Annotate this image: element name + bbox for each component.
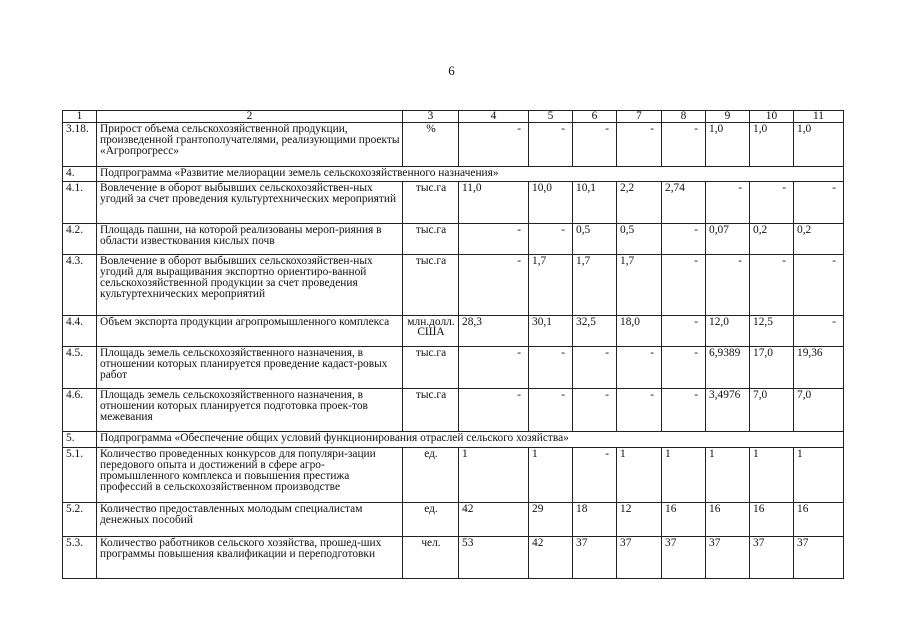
indicator-name: Площадь земель сельскохозяйственного назначения, в отношении которых планируется проведение кадаст-ровых работ — [97, 347, 403, 389]
value-cell: 16 — [750, 503, 794, 537]
value-cell: 37 — [662, 537, 706, 579]
value-cell: 1 — [794, 448, 844, 503]
value-cell: - — [459, 347, 529, 389]
value-cell: 10,0 — [529, 182, 573, 224]
value-cell: 0,2 — [750, 224, 794, 255]
value-cell: 1 — [617, 448, 662, 503]
value-cell: - — [662, 347, 706, 389]
indicator-name: Прирост объема сельскохозяйственной продукции, произведенной грантополучателями, реализующими проекты «Агропрогресс» — [97, 123, 403, 167]
unit-of-measure: тыс.га — [403, 224, 459, 255]
value-cell: 17,0 — [750, 347, 794, 389]
value-cell: 1,7 — [529, 255, 573, 316]
value-cell: - — [529, 123, 573, 167]
value-cell: 2,74 — [662, 182, 706, 224]
table-row — [63, 503, 844, 537]
value-cell: 12 — [617, 503, 662, 537]
value-cell: 1 — [750, 448, 794, 503]
row-number: 4.3. — [63, 255, 97, 316]
unit-of-measure: чел. — [403, 537, 459, 579]
value-cell: 1 — [529, 448, 573, 503]
column-number: 6 — [573, 111, 617, 123]
row-number: 3.18. — [63, 123, 97, 167]
indicator-name: Количество проведенных конкурсов для популяри-зации передового опыта и достижений в сфере агро-промышленного комплекса и повышения престижа профессий в сельскохозяйственном производстве — [97, 448, 403, 503]
table-row — [63, 537, 844, 579]
value-cell: 32,5 — [573, 316, 617, 347]
column-number: 11 — [794, 111, 844, 123]
value-cell: - — [794, 316, 844, 347]
value-cell: - — [794, 255, 844, 316]
table-body — [63, 111, 844, 579]
column-number: 1 — [63, 111, 97, 123]
column-number: 9 — [706, 111, 750, 123]
table-row — [63, 316, 844, 347]
value-cell: - — [459, 224, 529, 255]
table-row — [63, 448, 844, 503]
value-cell: - — [529, 224, 573, 255]
indicator-name: Вовлечение в оборот выбывших сельскохозяйствен-ных угодий за счет проведения культуртехнических мероприятий — [97, 182, 403, 224]
table-row — [63, 224, 844, 255]
value-cell: 42 — [529, 537, 573, 579]
value-cell: - — [662, 123, 706, 167]
value-cell: - — [706, 182, 750, 224]
row-number: 5.3. — [63, 537, 97, 579]
value-cell: 42 — [459, 503, 529, 537]
value-cell: 10,1 — [573, 182, 617, 224]
value-cell: 12,5 — [750, 316, 794, 347]
table-row — [63, 255, 844, 316]
value-cell: 29 — [529, 503, 573, 537]
value-cell: - — [529, 347, 573, 389]
column-number: 8 — [662, 111, 706, 123]
section-title: Подпрограмма «Обеспечение общих условий функционирования отраслей сельского хозяйства» — [97, 432, 844, 448]
value-cell: 7,0 — [794, 389, 844, 432]
table-row — [63, 389, 844, 432]
value-cell: 37 — [750, 537, 794, 579]
value-cell: 6,9389 — [706, 347, 750, 389]
value-cell: 37 — [706, 537, 750, 579]
value-cell: - — [617, 389, 662, 432]
section-row — [63, 432, 844, 448]
value-cell: - — [706, 255, 750, 316]
indicator-name: Количество предоставленных молодым специалистам денежных пособий — [97, 503, 403, 537]
value-cell: 18 — [573, 503, 617, 537]
table-row — [63, 347, 844, 389]
value-cell: 53 — [459, 537, 529, 579]
unit-of-measure: тыс.га — [403, 255, 459, 316]
value-cell: 11,0 — [459, 182, 529, 224]
indicator-name: Площадь земель сельскохозяйственного назначения, в отношении которых планируется подготовка проек-тов межевания — [97, 389, 403, 432]
value-cell: - — [662, 389, 706, 432]
unit-of-measure: тыс.га — [403, 347, 459, 389]
page-number: 6 — [448, 63, 455, 78]
indicator-table — [62, 110, 844, 579]
value-cell: 2,2 — [617, 182, 662, 224]
value-cell: - — [573, 347, 617, 389]
section-row — [63, 167, 844, 182]
value-cell: 28,3 — [459, 316, 529, 347]
section-title: Подпрограмма «Развитие мелиорации земель сельскохозяйственного назначения» — [97, 167, 844, 182]
value-cell: 1 — [662, 448, 706, 503]
value-cell: 0,07 — [706, 224, 750, 255]
value-cell: - — [459, 389, 529, 432]
unit-of-measure: тыс.га — [403, 182, 459, 224]
value-cell: - — [459, 255, 529, 316]
value-cell: 16 — [794, 503, 844, 537]
value-cell: - — [750, 182, 794, 224]
row-number: 5.1. — [63, 448, 97, 503]
column-number: 3 — [403, 111, 459, 123]
header-row — [63, 111, 844, 123]
value-cell: - — [529, 389, 573, 432]
indicator-name: Объем экспорта продукции агропромышленного комплекса — [97, 316, 403, 347]
value-cell: 1,0 — [794, 123, 844, 167]
unit-of-measure: млн.долл. США — [403, 316, 459, 347]
value-cell: 0,2 — [794, 224, 844, 255]
column-number: 2 — [97, 111, 403, 123]
value-cell: 1 — [459, 448, 529, 503]
column-number: 10 — [750, 111, 794, 123]
row-number: 4.4. — [63, 316, 97, 347]
value-cell: 30,1 — [529, 316, 573, 347]
value-cell: 1,0 — [750, 123, 794, 167]
indicator-name: Количество работников сельского хозяйства, прошед-ших программы повышения квалификации и переподготовки — [97, 537, 403, 579]
value-cell: 1,0 — [706, 123, 750, 167]
value-cell: - — [573, 389, 617, 432]
value-cell: 16 — [662, 503, 706, 537]
unit-of-measure: ед. — [403, 448, 459, 503]
value-cell: - — [794, 182, 844, 224]
value-cell: - — [662, 255, 706, 316]
value-cell: - — [662, 224, 706, 255]
table-row — [63, 182, 844, 224]
row-number: 4.2. — [63, 224, 97, 255]
column-number: 4 — [459, 111, 529, 123]
value-cell: - — [750, 255, 794, 316]
value-cell: 7,0 — [750, 389, 794, 432]
table-row — [63, 123, 844, 167]
value-cell: 0,5 — [617, 224, 662, 255]
value-cell: - — [459, 123, 529, 167]
value-cell: 12,0 — [706, 316, 750, 347]
column-number: 7 — [617, 111, 662, 123]
value-cell: 1 — [706, 448, 750, 503]
value-cell: 18,0 — [617, 316, 662, 347]
value-cell: - — [617, 123, 662, 167]
value-cell: 16 — [706, 503, 750, 537]
row-number: 4.6. — [63, 389, 97, 432]
value-cell: - — [573, 448, 617, 503]
indicator-name: Вовлечение в оборот выбывших сельскохозяйствен-ных угодий для выращивания экспортно ориентиро-ванной сельскохозяйственной продукции за счет проведения культуртехнических мероприятий — [97, 255, 403, 316]
value-cell: 3,4976 — [706, 389, 750, 432]
column-number: 5 — [529, 111, 573, 123]
row-number: 4.1. — [63, 182, 97, 224]
row-number: 5.2. — [63, 503, 97, 537]
value-cell: - — [617, 347, 662, 389]
row-number: 4. — [63, 167, 97, 182]
value-cell: - — [573, 123, 617, 167]
value-cell: 37 — [573, 537, 617, 579]
value-cell: - — [662, 316, 706, 347]
value-cell: 37 — [617, 537, 662, 579]
value-cell: 19,36 — [794, 347, 844, 389]
unit-of-measure: % — [403, 123, 459, 167]
row-number: 5. — [63, 432, 97, 448]
unit-of-measure: ед. — [403, 503, 459, 537]
indicator-name: Площадь пашни, на которой реализованы мероп-рияния в области известкования кислых почв — [97, 224, 403, 255]
value-cell: 1,7 — [573, 255, 617, 316]
row-number: 4.5. — [63, 347, 97, 389]
value-cell: 37 — [794, 537, 844, 579]
value-cell: 1,7 — [617, 255, 662, 316]
unit-of-measure: тыс.га — [403, 389, 459, 432]
value-cell: 0,5 — [573, 224, 617, 255]
